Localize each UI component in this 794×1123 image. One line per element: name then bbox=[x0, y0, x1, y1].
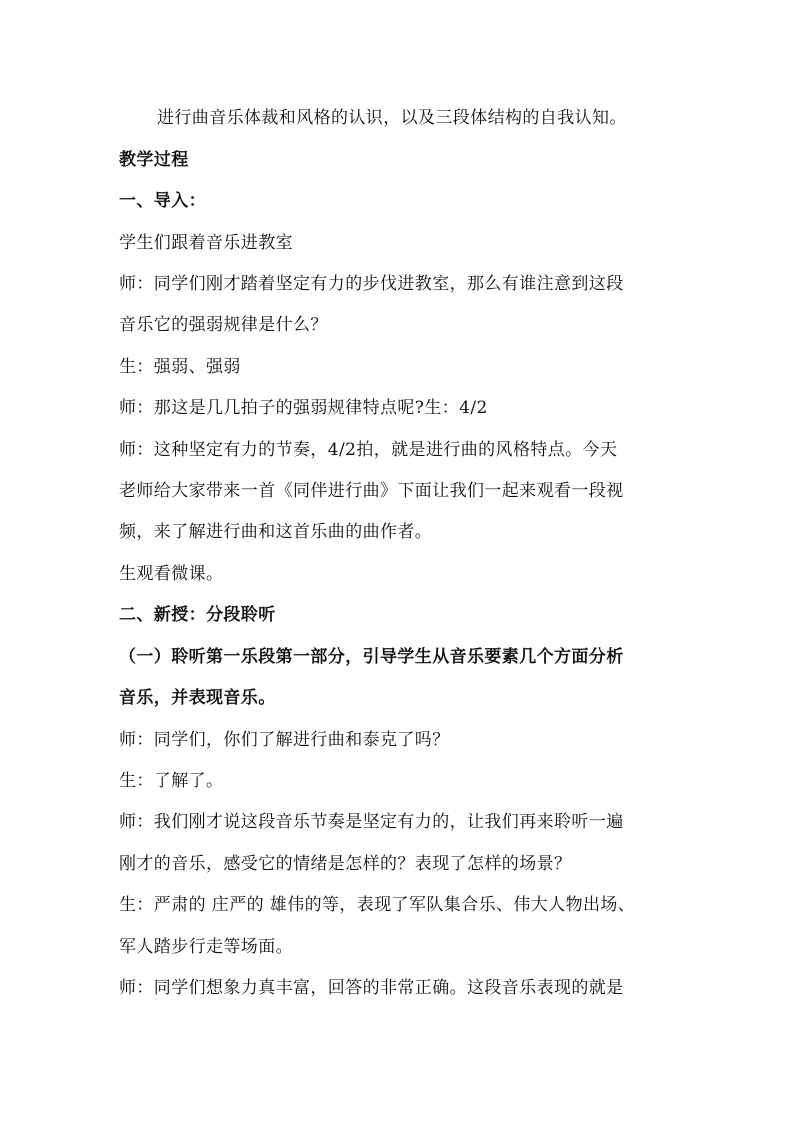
subsection-heading: （一）聆听第一乐段第一部分，引导学生从音乐要素几个方面分析 bbox=[119, 647, 624, 667]
paragraph-line: 师：同学们刚才踏着坚定有力的步伐进教室，那么有谁注意到这段 bbox=[119, 274, 624, 294]
section-heading: 教学过程 bbox=[119, 150, 189, 170]
paragraph-line: 学生们跟着音乐进教室 bbox=[119, 233, 293, 253]
paragraph-line: 刚才的音乐，感受它的情绪是怎样的？表现了怎样的场景？ bbox=[119, 854, 572, 874]
paragraph-line: 师：我们刚才说这段音乐节奏是坚定有力的，让我们再来聆听一遍 bbox=[119, 812, 624, 832]
subsection-heading: 音乐，并表现音乐。 bbox=[119, 688, 276, 708]
section-heading: 二、新授：分段聆听 bbox=[119, 605, 276, 625]
paragraph-line: 生：严肃的 庄严的 雄伟的等，表现了军队集合乐、伟大人物出场、 bbox=[119, 895, 636, 915]
paragraph-line: 师：那这是几几拍子的强弱规律特点呢?生：4/2 bbox=[119, 398, 488, 418]
paragraph-line: 生观看微课。 bbox=[119, 564, 224, 584]
section-heading: 一、导入： bbox=[119, 191, 206, 211]
paragraph-line: 师：同学们，你们了解进行曲和泰克了吗？ bbox=[119, 730, 450, 750]
paragraph-line: 师：这种坚定有力的节奏，4/2拍，就是进行曲的风格特点。今天 bbox=[119, 440, 618, 460]
paragraph-line: 音乐它的强弱规律是什么？ bbox=[119, 315, 328, 335]
paragraph-line: 进行曲音乐体裁和风格的认识，以及三段体结构的自我认知。 bbox=[157, 108, 627, 128]
paragraph-line: 生：了解了。 bbox=[119, 771, 224, 791]
paragraph-line: 生：强弱、强弱 bbox=[119, 357, 241, 377]
paragraph-line: 师：同学们想象力真丰富，回答的非常正确。这段音乐表现的就是 bbox=[119, 978, 624, 998]
paragraph-line: 频，来了解进行曲和这首乐曲的曲作者。 bbox=[119, 522, 433, 542]
paragraph-line: 军人踏步行走等场面。 bbox=[119, 937, 293, 957]
paragraph-line: 老师给大家带来一首《同伴进行曲》下面让我们一起来观看一段视 bbox=[119, 481, 624, 501]
